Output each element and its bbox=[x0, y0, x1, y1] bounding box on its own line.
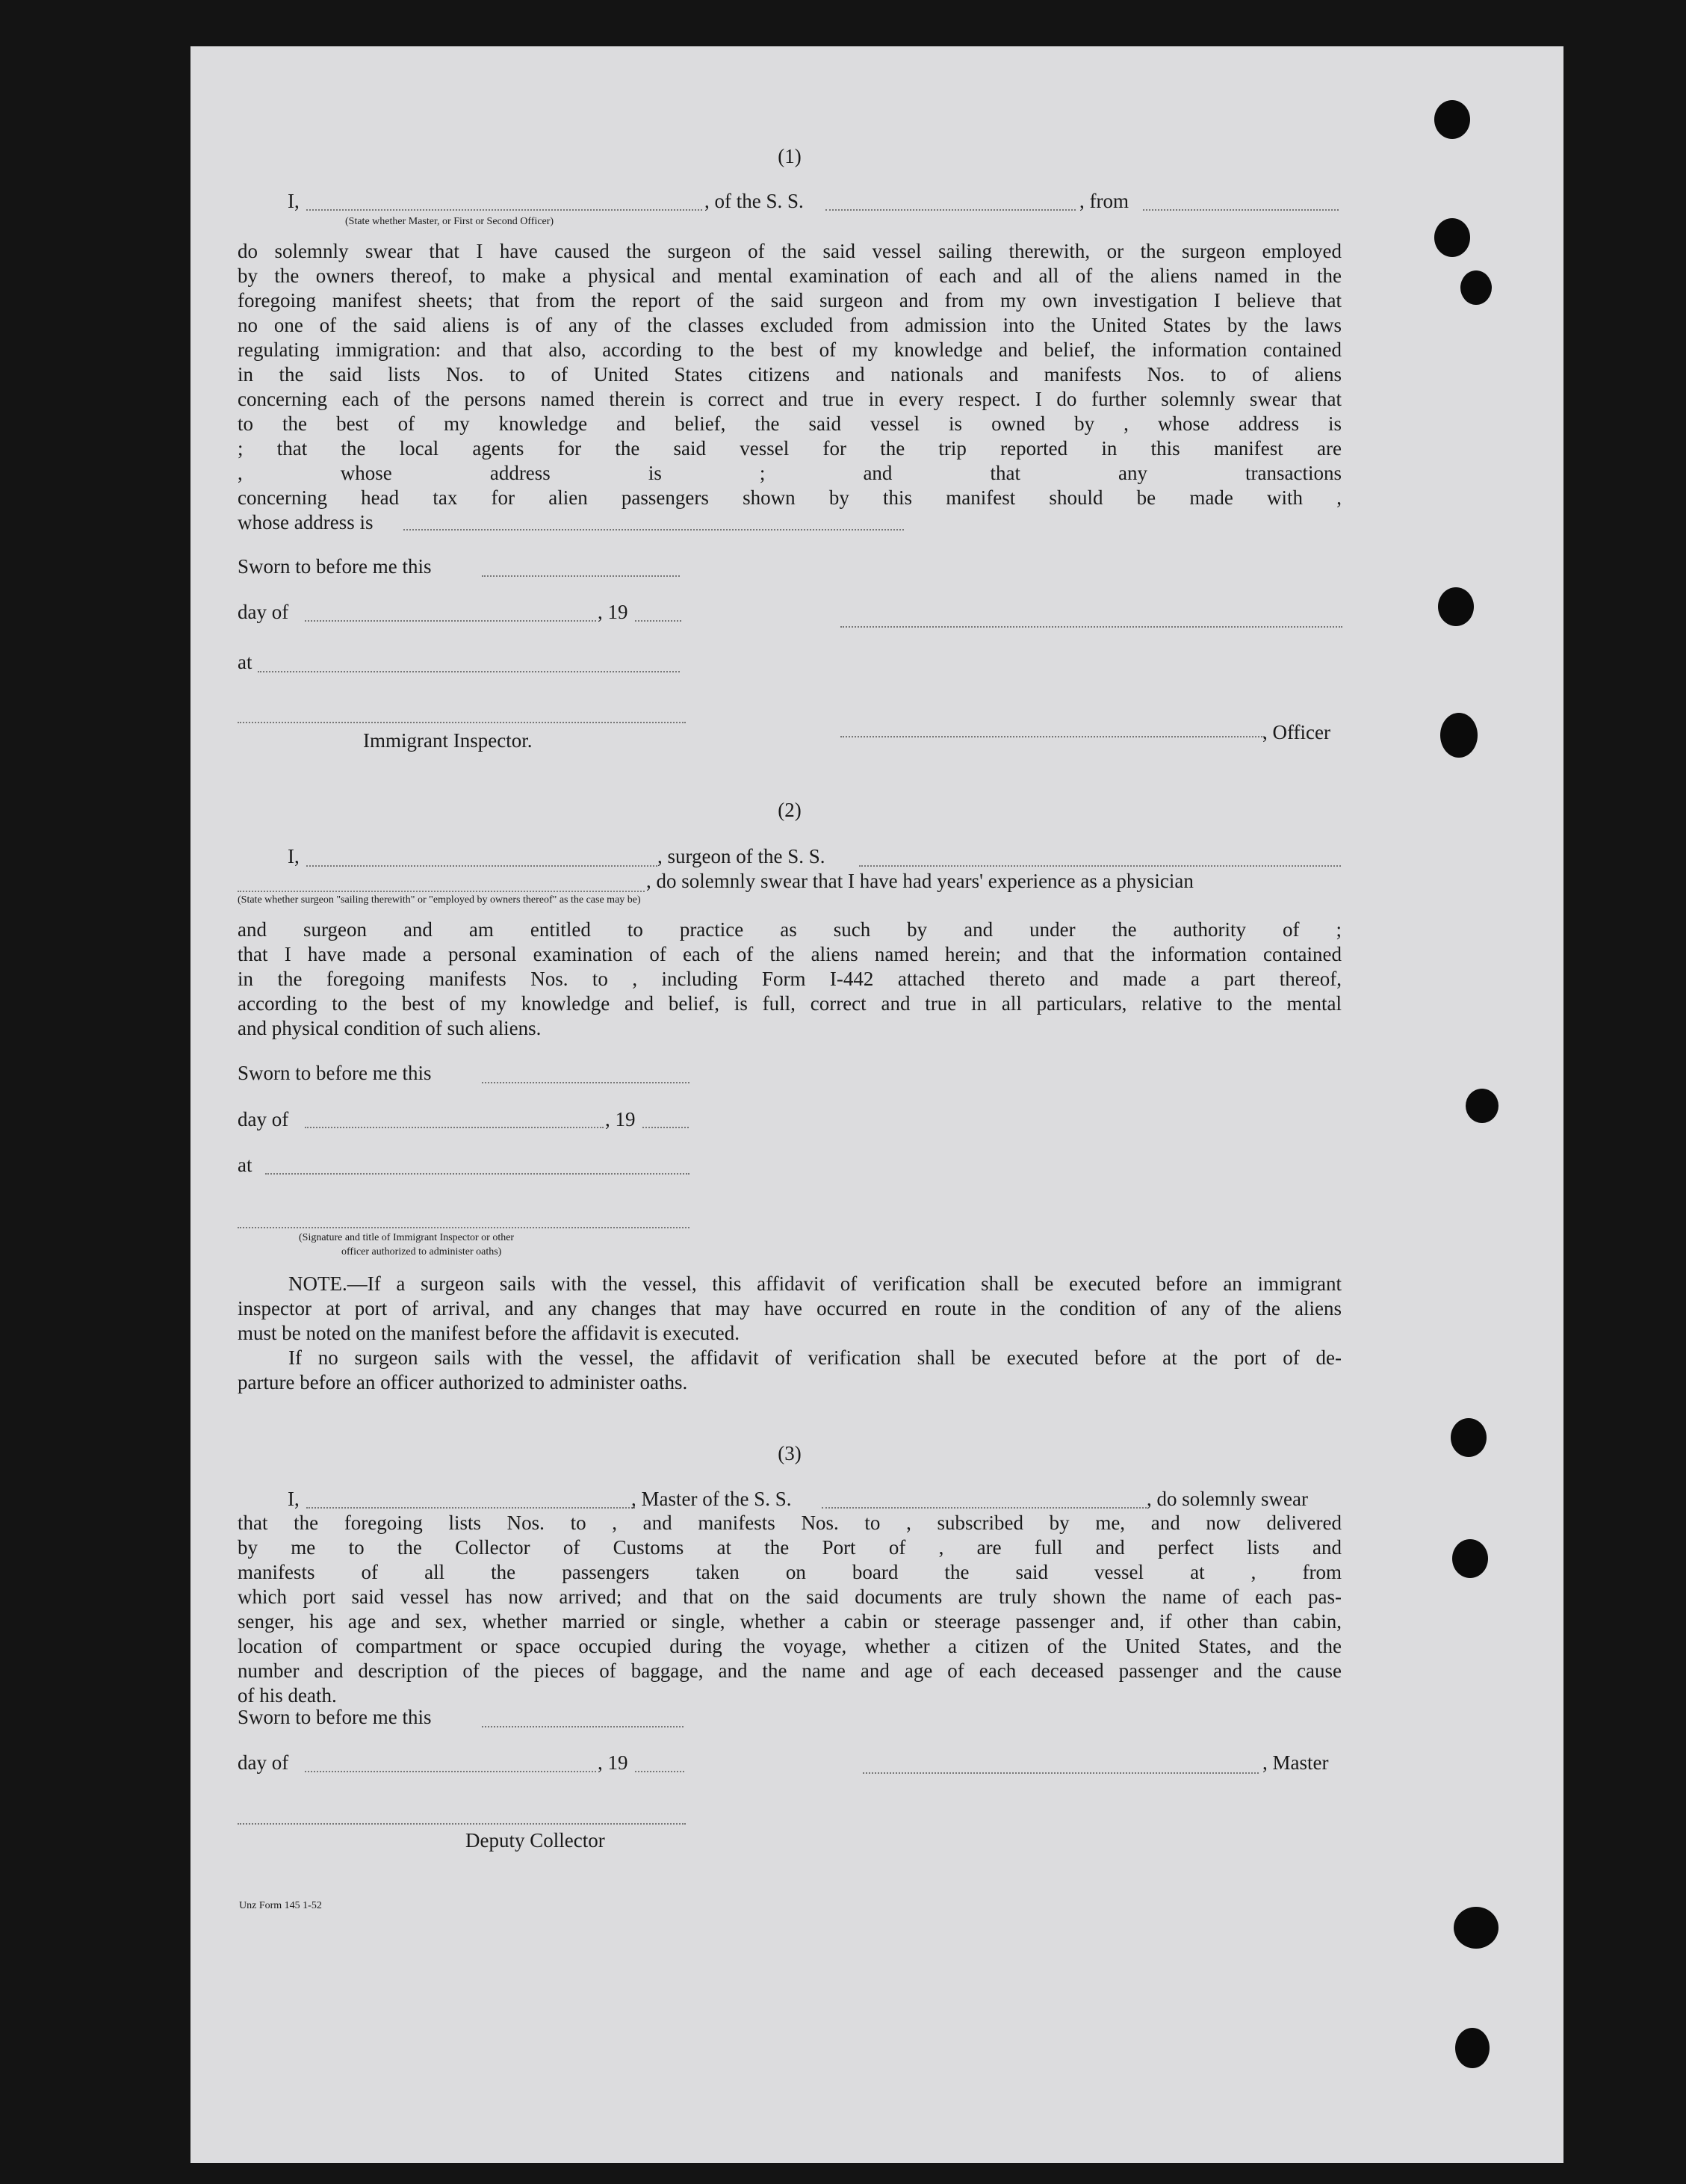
surgeon-of-label: , surgeon of the S. S. bbox=[657, 845, 825, 867]
note-paragraph bbox=[238, 1272, 1342, 1395]
from-port-field[interactable] bbox=[1143, 209, 1339, 211]
from-label: , from bbox=[1079, 190, 1129, 212]
surgeon-note: (State whether surgeon "sailing therewith" or "employed by owners thereof" as the case may be) bbox=[238, 894, 641, 906]
note-line: must be noted on the manifest before the affidavit is executed. bbox=[238, 1322, 740, 1344]
vessel-name-field[interactable] bbox=[825, 209, 1076, 211]
surgeon-status-field[interactable] bbox=[238, 891, 645, 892]
paragraph-line: of his death. bbox=[238, 1684, 337, 1707]
surgeon-vessel-field[interactable] bbox=[859, 865, 1341, 867]
paragraph-line: and physical condition of such aliens. bbox=[238, 1017, 542, 1039]
officer-name-field[interactable] bbox=[306, 209, 702, 211]
swear-label: , do solemnly swear bbox=[1147, 1488, 1308, 1510]
at-field[interactable] bbox=[258, 671, 680, 672]
note-line: inspector at port of arrival, and any changes that may have occurred en route in the condition of any of the aliens bbox=[238, 1297, 1342, 1320]
deputy-collector-label: Deputy Collector bbox=[465, 1829, 605, 1852]
year-field[interactable] bbox=[642, 1127, 689, 1128]
year-label: , 19 bbox=[598, 601, 628, 623]
note-line: NOTE.—If a surgeon sails with the vessel, this affidavit of verification shall be executed before an immigrant bbox=[288, 1272, 1342, 1295]
deputy-signature-field[interactable] bbox=[238, 1823, 686, 1825]
paragraph-line: ; that the local agents for the said vessel for the trip reported in this manifest are bbox=[238, 437, 1342, 460]
paragraph-line: by me to the Collector of Customs at the Port of , are full and perfect lists and bbox=[238, 1536, 1342, 1559]
punch-hole bbox=[1451, 1418, 1487, 1457]
paragraph-line: number and description of the pieces of baggage, and the name and age of each deceased passenger and the cause bbox=[238, 1659, 1342, 1682]
punch-hole bbox=[1460, 270, 1492, 305]
note-line: parture before an officer authorized to administer oaths. bbox=[238, 1371, 688, 1393]
paragraph-line: that I have made a personal examination of each of the aliens named herein; and that the information contained bbox=[238, 943, 1342, 965]
section1-paragraph bbox=[238, 239, 1342, 535]
sworn-label: Sworn to before me this bbox=[238, 1062, 432, 1084]
punch-hole bbox=[1438, 587, 1474, 626]
punch-hole bbox=[1454, 1907, 1499, 1949]
inspector-signature-field[interactable] bbox=[238, 722, 686, 723]
sworn-label: Sworn to before me this bbox=[238, 555, 432, 578]
punch-hole bbox=[1434, 218, 1470, 257]
form-id: Unz Form 145 1-52 bbox=[239, 1900, 322, 1911]
paragraph-line: in the foregoing manifests Nos. to , including Form I-442 attached thereto and made a part thereof, bbox=[238, 968, 1342, 990]
paragraph-line: senger, his age and sex, whether married or single, whether a cabin or steerage passenger and, if other than cabin, bbox=[238, 1610, 1342, 1633]
day-of-label: day of bbox=[238, 601, 289, 623]
surgeon-name-field[interactable] bbox=[306, 865, 657, 867]
day-field[interactable] bbox=[305, 1127, 604, 1128]
section3-i-label: I, bbox=[288, 1488, 300, 1510]
section1-i-label: I, bbox=[288, 190, 300, 212]
year-field[interactable] bbox=[635, 1771, 684, 1772]
at-field[interactable] bbox=[265, 1173, 689, 1175]
year-label: , 19 bbox=[598, 1751, 628, 1774]
paragraph-line: concerning each of the persons named therein is correct and true in every respect. I do further solemnly swear that bbox=[238, 388, 1342, 410]
section2-paragraph bbox=[238, 918, 1342, 1041]
punch-hole bbox=[1452, 1539, 1488, 1578]
master-label: , Master bbox=[1262, 1751, 1329, 1774]
paragraph-line: and surgeon and am entitled to practice as such by and under the authority of ; bbox=[238, 918, 1342, 941]
punch-hole bbox=[1434, 100, 1470, 139]
paragraph-line: manifests of all the passengers taken on board the said vessel at , from bbox=[238, 1561, 1342, 1583]
paragraph-line: location of compartment or space occupied during the voyage, whether a citizen of the United States, and the bbox=[238, 1635, 1342, 1657]
paragraph-line: that the foregoing lists Nos. to , and manifests Nos. to , subscribed by me, and now delivered bbox=[238, 1512, 1342, 1534]
sworn-label: Sworn to before me this bbox=[238, 1706, 432, 1728]
day-of-label: day of bbox=[238, 1751, 289, 1774]
paragraph-line: in the said lists Nos. to of United States citizens and nationals and manifests Nos. to of aliens bbox=[238, 363, 1342, 386]
paragraph-line: whose address is bbox=[238, 511, 374, 533]
year-label: , 19 bbox=[605, 1108, 636, 1130]
paragraph-line: according to the best of my knowledge and belief, is full, correct and true in all particulars, relative to the mental bbox=[238, 992, 1342, 1015]
paragraph-line: which port said vessel has now arrived; and that on the said documents are truly shown the name of each pas- bbox=[238, 1586, 1342, 1608]
paragraph-line: do solemnly swear that I have caused the surgeon of the said vessel sailing therewith, or the surgeon employed bbox=[238, 240, 1342, 262]
day-field[interactable] bbox=[305, 620, 596, 622]
day-field[interactable] bbox=[305, 1771, 596, 1772]
at-label: at bbox=[238, 1154, 252, 1176]
section1-number: (1) bbox=[778, 145, 802, 167]
paragraph-line: foregoing manifest sheets; that from the report of the said surgeon and from my own investigation I believe that bbox=[238, 289, 1342, 312]
master-name-field[interactable] bbox=[306, 1507, 635, 1509]
officer-title-field[interactable] bbox=[840, 736, 1265, 737]
surgeon-swear-line: , do solemnly swear that I have had years' experience as a physician bbox=[646, 870, 1194, 892]
section2-number: (2) bbox=[778, 799, 802, 821]
punch-hole bbox=[1466, 1089, 1499, 1123]
signature-note: officer authorized to administer oaths) bbox=[341, 1246, 502, 1257]
section3-paragraph bbox=[238, 1511, 1342, 1708]
at-label: at bbox=[238, 651, 252, 673]
paragraph-line: no one of the said aliens is of any of the classes excluded from admission into the United States by the laws bbox=[238, 314, 1342, 336]
signature-note: (Signature and title of Immigrant Inspector or other bbox=[299, 1232, 515, 1243]
note-line: If no surgeon sails with the vessel, the affidavit of verification shall be executed before at the port of de- bbox=[288, 1346, 1342, 1369]
paragraph-line: regulating immigration: and that also, according to the best of my knowledge and belief, the information contained bbox=[238, 338, 1342, 361]
paragraph-line: concerning head tax for alien passengers shown by this manifest should be made with , bbox=[238, 486, 1342, 509]
officer-note: (State whether Master, or First or Second Officer) bbox=[345, 216, 554, 227]
officer-label: , Officer bbox=[1262, 721, 1330, 743]
punch-hole bbox=[1440, 713, 1478, 758]
sworn-date-field[interactable] bbox=[482, 1082, 689, 1083]
inspector-label: Immigrant Inspector. bbox=[363, 729, 533, 752]
section2-i-label: I, bbox=[288, 845, 300, 867]
master-signature-field[interactable] bbox=[863, 1772, 1259, 1774]
paragraph-line: to the best of my knowledge and belief, the said vessel is owned by , whose address is bbox=[238, 412, 1342, 435]
master-vessel-field[interactable] bbox=[822, 1507, 1147, 1509]
officer-signature-field[interactable] bbox=[840, 626, 1342, 628]
day-of-label: day of bbox=[238, 1108, 289, 1130]
paragraph-line: by the owners thereof, to make a physical and mental examination of each and all of the aliens named in the bbox=[238, 265, 1342, 287]
section3-number: (3) bbox=[778, 1442, 802, 1464]
year-field[interactable] bbox=[635, 620, 681, 622]
master-of-label: , Master of the S. S. bbox=[631, 1488, 792, 1510]
paragraph-line: , whose address is ; and that any transactions bbox=[238, 462, 1342, 484]
inspector-signature-field[interactable] bbox=[238, 1227, 689, 1228]
sworn-date-field[interactable] bbox=[482, 1726, 684, 1727]
sworn-date-field[interactable] bbox=[482, 575, 680, 577]
punch-hole bbox=[1455, 2028, 1490, 2068]
address-field[interactable] bbox=[403, 529, 904, 530]
of-the-ss-label: , of the S. S. bbox=[704, 190, 804, 212]
